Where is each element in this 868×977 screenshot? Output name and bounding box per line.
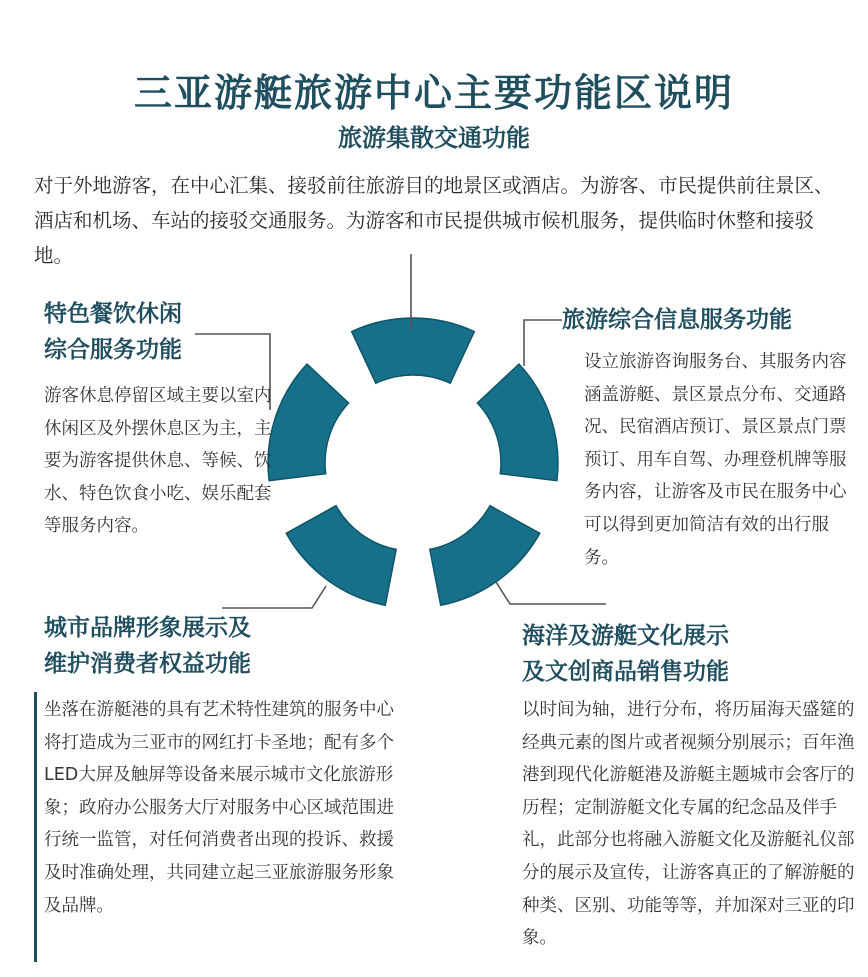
dining-heading	[44, 296, 182, 368]
brand-heading	[44, 610, 251, 682]
brand-heading-line-2: 维护消费者权益功能	[44, 651, 251, 677]
connector-info	[524, 320, 562, 366]
dining-heading-line-2: 综合服务功能	[44, 337, 182, 363]
culture-heading-line-1: 海洋及游艇文化展示	[522, 623, 729, 649]
brand-description: 坐落在游艇港的具有艺术特性建筑的服务中心将打造成为三亚市的网红打卡圣地；配有多个LED大屏及触屏等设备来展示城市文化旅游形象；政府办公服务大厅对服务中心区域范围进行统一监管，对任何消费者出现的投诉、救援及时准确处理，共同建立起三亚旅游服务形象及品牌。	[44, 700, 394, 916]
dining-heading-line-1: 特色餐饮休闲	[44, 301, 182, 327]
dining-description: 游客休息停留区域主要以室内休闲区及外摆休息区为主，主要为游客提供休息、等候、饮水、特色饮食小吃、娱乐配套等服务内容。	[44, 386, 272, 537]
ring-segment-transport	[352, 318, 475, 383]
ring-segment-brand	[286, 506, 396, 606]
info-heading: 旅游综合信息服务功能	[562, 307, 792, 333]
culture-heading-line-2: 及文创商品销售功能	[522, 659, 729, 685]
transport-heading: 旅游集散交通功能	[338, 124, 530, 152]
brand-side-rule	[34, 692, 37, 962]
page-title: 三亚游艇旅游中心主要功能区说明	[133, 71, 734, 115]
brand-heading-line-1: 城市品牌形象展示及	[44, 615, 251, 641]
ring-segment-dining	[268, 364, 349, 481]
ring-segment-info	[477, 364, 558, 481]
culture-heading	[522, 618, 729, 690]
ring-segment-culture	[430, 506, 540, 606]
transport-description: 对于外地游客，在中心汇集、接驳前往旅游目的地景区或酒店。为游客、市民提供前往景区、酒店和机场、车站的接驳交通服务。为游客和市民提供城市候机服务，提供临时休整和接驳地。	[34, 174, 834, 267]
connector-brand	[222, 586, 326, 608]
info-description: 设立旅游咨询服务台、其服务内容涵盖游艇、景区景点分布、交通路况、民宿酒店预订、景区景点门票预订、用车自驾、办理登机牌等服务内容，让游客及市民在服务中心可以得到更加简洁有效的出行服务。	[584, 352, 847, 568]
culture-description: 以时间为轴，进行分布，将历届海天盛筵的经典元素的图片或者视频分别展示；百年渔港到现代化游艇港及游艇主题城市会客厅的历程；定制游艇文化专属的纪念品及伴手礼，此部分也将融入游艇文化及游艇礼仪部分的展示及宣传，让游客真正的了解游艇的种类、区别、功能等等，并加深对三亚的印象。	[522, 700, 855, 949]
connector-culture	[496, 582, 606, 604]
ring-segments	[268, 318, 558, 605]
